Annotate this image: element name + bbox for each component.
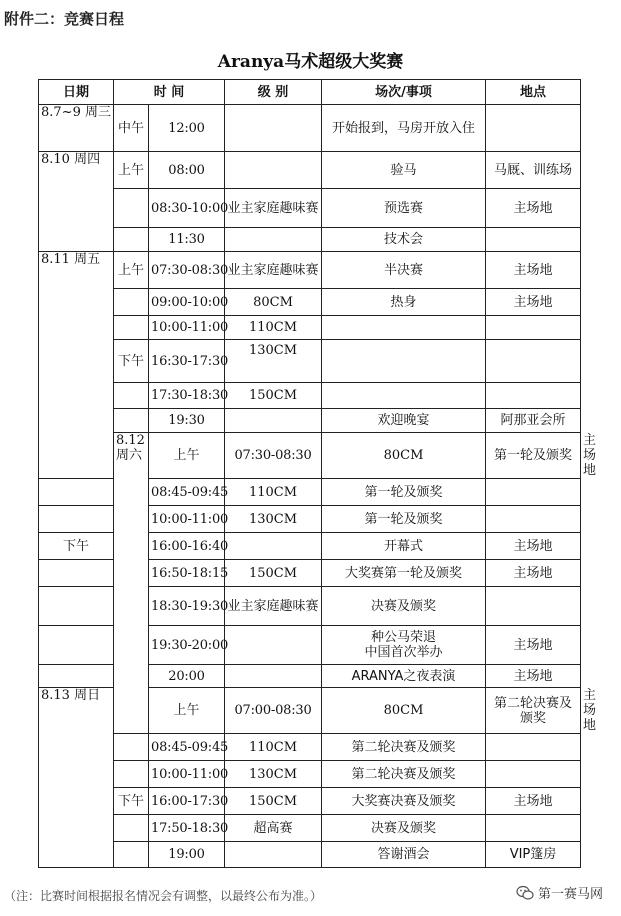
location-cell: 主场地 <box>486 533 581 560</box>
schedule-title: Aranya马术超级大奖赛 <box>217 52 404 72</box>
time-cell: 09:00-10:00 <box>149 289 225 316</box>
period-cell <box>39 479 114 506</box>
time-cell: 07:30-08:30 <box>149 252 225 289</box>
table-row: 8.13 周日 上午 07:00-08:30 80CM 第二轮决赛及颁奖 主场地 <box>39 688 581 734</box>
level-cell <box>225 409 322 433</box>
col-header-location: 地点 <box>486 80 581 105</box>
table-row <box>39 105 581 152</box>
event-cell <box>322 340 486 383</box>
period-cell: 上午 <box>114 152 149 189</box>
table-row <box>39 383 581 409</box>
event-cell: 预选赛 <box>322 189 486 228</box>
event-cell: 答谢酒会 <box>322 842 486 868</box>
time-cell: 08:45-09:45 <box>149 479 225 506</box>
location-cell: 主场地 <box>486 626 581 665</box>
location-cell <box>486 761 581 788</box>
period-cell <box>114 734 149 761</box>
location-cell <box>486 815 581 842</box>
event-cell: 热身 <box>322 289 486 316</box>
table-row <box>39 409 581 433</box>
col-header-date: 日期 <box>39 80 114 105</box>
date-cell: 8.13 周日 <box>39 688 114 868</box>
attachment-heading: 附件二：竞赛日程 <box>4 10 125 28</box>
period-cell: 上午 <box>149 688 225 734</box>
level-cell: 110CM <box>225 479 322 506</box>
time-cell: 17:30-18:30 <box>149 383 225 409</box>
location-cell <box>486 228 581 252</box>
event-cell: 开始报到，马房开放入住 <box>322 105 486 152</box>
col-header-level: 级 别 <box>225 80 322 105</box>
period-cell <box>114 761 149 788</box>
event-cell: 大奖赛第一轮及颁奖 <box>322 560 486 587</box>
event-cell: 第一轮及颁奖 <box>486 433 581 479</box>
table-row <box>39 788 581 815</box>
table-row <box>39 252 581 289</box>
time-cell: 16:00-17:30 <box>149 788 225 815</box>
event-cell: ARANYA之夜表演 <box>322 665 486 688</box>
period-cell <box>114 383 149 409</box>
location-cell: VIP篷房 <box>486 842 581 868</box>
table-row <box>39 734 581 761</box>
period-cell: 上午 <box>149 433 225 479</box>
event-cell: 欢迎晚宴 <box>322 409 486 433</box>
wechat-icon <box>516 885 534 901</box>
date-cell: 8.11 周五 <box>39 252 114 479</box>
time-cell: 10:00-11:00 <box>149 316 225 340</box>
time-cell: 16:00-16:40 <box>149 533 225 560</box>
time-cell: 08:45-09:45 <box>149 734 225 761</box>
location-cell: 马厩、训练场 <box>486 152 581 189</box>
schedule-body <box>39 105 597 868</box>
location-cell <box>486 383 581 409</box>
level-cell <box>225 105 322 152</box>
location-cell: 主场地 <box>486 189 581 228</box>
table-row <box>39 761 581 788</box>
period-cell: 下午 <box>114 788 149 815</box>
location-cell: 主场地 <box>486 289 581 316</box>
location-cell: 阿那亚会所 <box>486 409 581 433</box>
period-cell <box>39 626 114 665</box>
period-cell <box>39 587 114 626</box>
location-cell <box>486 479 581 506</box>
period-cell <box>39 506 114 533</box>
time-cell: 07:30-08:30 <box>225 433 322 479</box>
period-cell <box>39 665 114 688</box>
watermark-text: 第一赛马网 <box>538 887 604 902</box>
time-cell: 16:30-17:30 <box>149 340 225 383</box>
date-cell: 8.12 周六 <box>114 433 149 734</box>
event-cell <box>322 383 486 409</box>
event-cell: 技术会 <box>322 228 486 252</box>
col-header-time: 时 间 <box>114 80 225 105</box>
event-cell: 决赛及颁奖 <box>322 587 486 626</box>
period-cell: 下午 <box>114 340 149 383</box>
event-cell: 第二轮决赛及颁奖 <box>322 734 486 761</box>
time-cell: 19:30-20:00 <box>149 626 225 665</box>
table-header-row <box>39 80 581 105</box>
table-row <box>39 815 581 842</box>
table-row <box>39 842 581 868</box>
location-cell: 主场地 <box>486 665 581 688</box>
period-cell <box>39 560 114 587</box>
level-cell <box>225 228 322 252</box>
time-cell: 11:30 <box>149 228 225 252</box>
event-cell: 决赛及颁奖 <box>322 815 486 842</box>
time-cell: 20:00 <box>149 665 225 688</box>
level-cell: 超高赛 <box>225 815 322 842</box>
time-cell: 17:50-18:30 <box>149 815 225 842</box>
time-cell: 18:30-19:30 <box>149 587 225 626</box>
schedule-table <box>38 79 597 868</box>
level-cell <box>225 626 322 665</box>
level-cell: 150CM <box>225 383 322 409</box>
location-cell <box>486 316 581 340</box>
period-cell <box>114 189 149 228</box>
time-cell: 12:00 <box>149 105 225 152</box>
period-cell <box>114 289 149 316</box>
level-cell: 业主家庭趣味赛 <box>225 189 322 228</box>
level-cell: 80CM <box>322 433 486 479</box>
period-cell <box>114 228 149 252</box>
event-cell: 第一轮及颁奖 <box>322 506 486 533</box>
level-cell <box>225 842 322 868</box>
event-cell: 大奖赛决赛及颁奖 <box>322 788 486 815</box>
event-cell: 半决赛 <box>322 252 486 289</box>
time-cell: 08:00 <box>149 152 225 189</box>
event-cell: 验马 <box>322 152 486 189</box>
level-cell: 150CM <box>225 788 322 815</box>
location-cell: 主场地 <box>486 788 581 815</box>
location-cell <box>486 105 581 152</box>
location-cell <box>486 734 581 761</box>
date-cell: 8.10 周四 <box>39 152 114 252</box>
level-cell: 业主家庭趣味赛 <box>225 587 322 626</box>
level-cell <box>225 152 322 189</box>
level-cell: 130CM <box>225 761 322 788</box>
level-cell: 80CM <box>225 289 322 316</box>
level-cell: 110CM <box>225 316 322 340</box>
level-cell <box>225 533 322 560</box>
time-cell: 08:30-10:00 <box>149 189 225 228</box>
footnote: （注：比赛时间根据报名情况会有调整，以最终公布为准。） <box>4 889 323 903</box>
level-cell: 110CM <box>225 734 322 761</box>
location-cell <box>486 587 581 626</box>
location-cell <box>486 506 581 533</box>
location-cell: 主场地 <box>486 252 581 289</box>
col-header-event: 场次/事项 <box>322 80 486 105</box>
period-cell <box>114 409 149 433</box>
table-row <box>39 340 581 383</box>
period-cell <box>114 316 149 340</box>
time-cell: 07:00-08:30 <box>225 688 322 734</box>
event-cell: 种公马荣退 中国首次举办 <box>322 626 486 665</box>
table-row <box>39 189 581 228</box>
time-cell: 10:00-11:00 <box>149 761 225 788</box>
event-cell: 第二轮决赛及颁奖 <box>486 688 581 734</box>
level-cell: 130CM <box>225 340 322 383</box>
level-cell: 150CM <box>225 560 322 587</box>
level-cell: 130CM <box>225 506 322 533</box>
event-cell: 第一轮及颁奖 <box>322 479 486 506</box>
location-cell <box>486 340 581 383</box>
level-cell: 业主家庭趣味赛 <box>225 252 322 289</box>
period-cell: 中午 <box>114 105 149 152</box>
event-cell: 开幕式 <box>322 533 486 560</box>
table-row <box>39 152 581 189</box>
table-row <box>39 289 581 316</box>
period-cell: 上午 <box>114 252 149 289</box>
level-cell <box>225 665 322 688</box>
time-cell: 10:00-11:00 <box>149 506 225 533</box>
table-row <box>39 228 581 252</box>
table-row <box>39 316 581 340</box>
date-cell: 8.7~9 周三 <box>39 105 114 152</box>
level-cell: 80CM <box>322 688 486 734</box>
period-cell: 下午 <box>39 533 114 560</box>
watermark <box>516 883 603 902</box>
location-cell: 主场地 <box>486 560 581 587</box>
table-row: 8.12 周六 上午 07:30-08:30 80CM 第一轮及颁奖 主场地 <box>39 433 581 479</box>
time-cell: 19:30 <box>149 409 225 433</box>
event-cell: 第二轮决赛及颁奖 <box>322 761 486 788</box>
event-cell <box>322 316 486 340</box>
time-cell: 19:00 <box>149 842 225 868</box>
time-cell: 16:50-18:15 <box>149 560 225 587</box>
period-cell <box>114 842 149 868</box>
period-cell <box>114 815 149 842</box>
